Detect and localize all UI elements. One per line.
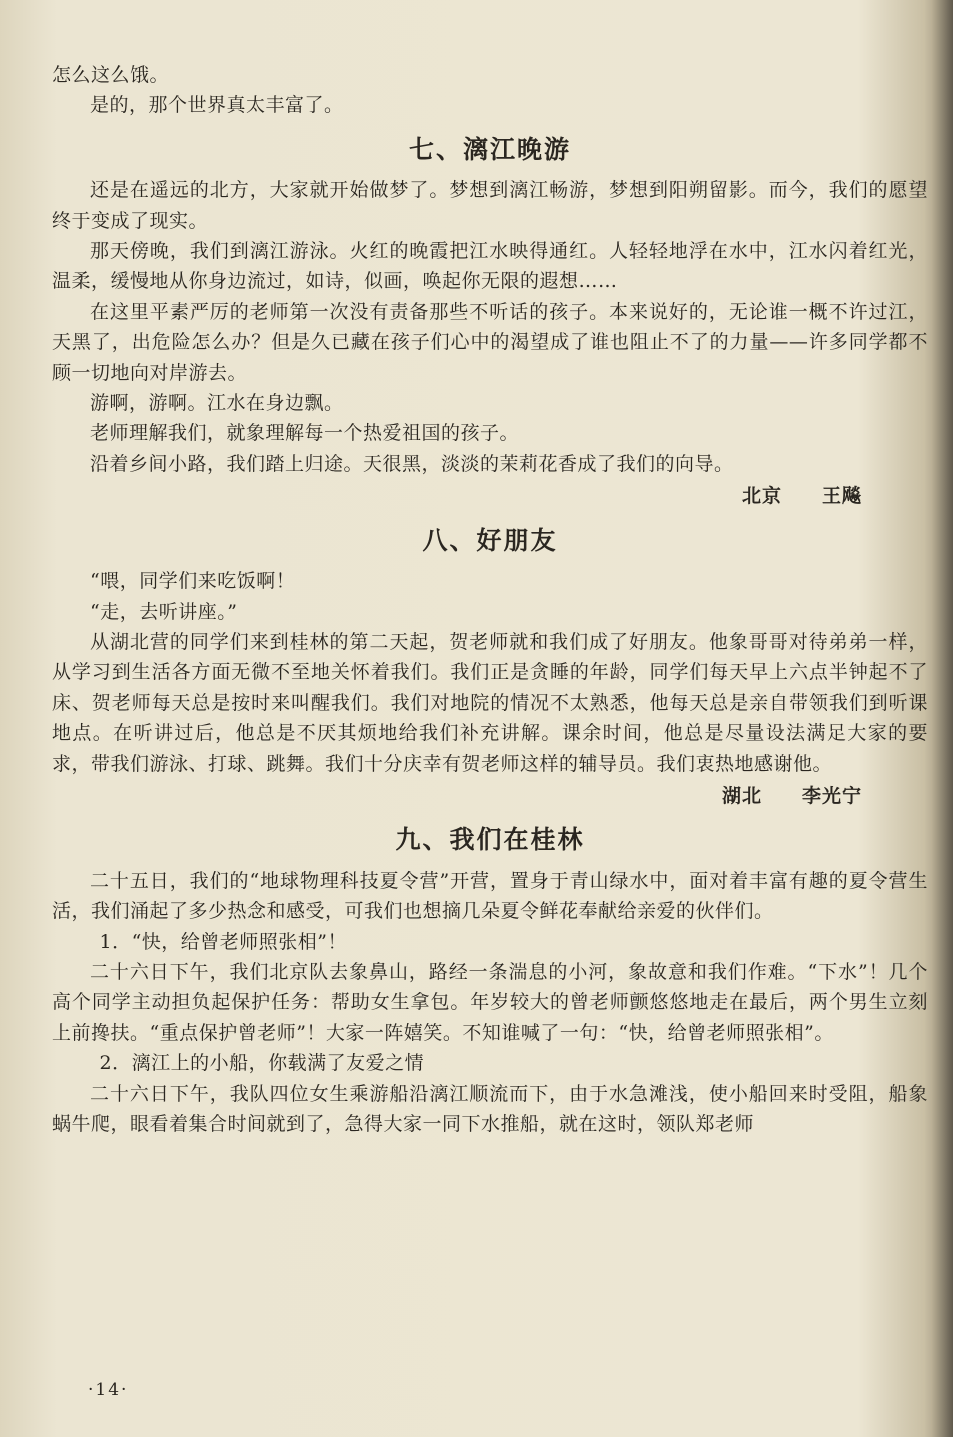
paragraph: 那天傍晚，我们到漓江游泳。火红的晚霞把江水映得通红。人轻轻地浮在水中，江水闪着红光，温柔，缓慢地从你身边流过，如诗，似画，唤起你无限的遐想…… xyxy=(52,240,928,293)
author-name: 王飚 xyxy=(821,485,862,508)
paragraph: 怎么这么饿。 xyxy=(52,64,170,86)
paragraph: 是的，那个世界真太丰富了。 xyxy=(90,94,344,117)
subsection-heading: 1．“快，给曾老师照张相”！ xyxy=(99,930,348,953)
paragraph: “走，去听讲座。” xyxy=(90,600,238,623)
author-place: 北京 xyxy=(741,485,782,508)
subsection-heading: 2．漓江上的小船，你载满了友爱之情 xyxy=(99,1052,425,1075)
paragraph: 老师理解我们，就象理解每一个热爱祖国的孩子。 xyxy=(90,422,520,445)
author-signature xyxy=(52,781,928,811)
paragraph: 二十六日下午，我队四位女生乘游船沿漓江顺流而下，由于水急滩浅，使小船回来时受阻，船象蜗牛爬，眼看着集合时间就到了，急得大家一同下水推船，就在这时，领队郑老师 xyxy=(52,1082,928,1135)
page-edge-shadow xyxy=(931,0,953,1437)
paragraph: 游啊，游啊。江水在身边飘。 xyxy=(90,392,344,415)
section-title: 七、漓江晚游 xyxy=(408,134,571,164)
section-title: 九、我们在桂林 xyxy=(395,825,585,855)
paragraph: 还是在遥远的北方，大家就开始做梦了。梦想到漓江畅游，梦想到阳朔留影。而今，我们的愿望终于变成了现实。 xyxy=(52,179,928,232)
author-signature xyxy=(52,481,928,511)
paragraph: 从湖北营的同学们来到桂林的第二天起，贺老师就和我们成了好朋友。他象哥哥对待弟弟一样，从学习到生活各方面无微不至地关怀着我们。我们正是贪睡的年龄，同学们每天早上六点半钟起不了床、贺老师每天总是按时来叫醒我们。我们对地院的情况不太熟悉，他每天总是亲自带领我们到听课地点。在听讲过后，他总是不厌其烦地给我们补充讲解。课余时间，他总是尽量设法满足大家的要求，带我们游泳、打球、跳舞。我们十分庆幸有贺老师这样的辅导员。我们衷热地感谢他。 xyxy=(52,630,928,775)
article-body xyxy=(52,60,928,1139)
author-place: 湖北 xyxy=(721,784,762,807)
paragraph: 二十六日下午，我们北京队去象鼻山，路经一条湍息的小河，象故意和我们作难。“下水”！几个高个同学主动担负起保护任务：帮助女生拿包。年岁较大的曾老师颤悠悠地走在最后，两个男生立刻上前搀扶。“重点保护曾老师”！大家一阵嬉笑。不知谁喊了一句：“快，给曾老师照张相”。 xyxy=(52,960,928,1044)
section-title: 八、好朋友 xyxy=(422,525,558,555)
author-name: 李光宁 xyxy=(801,784,862,807)
paragraph: 沿着乡间小路，我们踏上归途。天很黑，淡淡的茉莉花香成了我们的向导。 xyxy=(90,452,734,475)
paragraph: 二十五日，我们的“地球物理科技夏令营”开营，置身于青山绿水中，面对着丰富有趣的夏令营生活，我们涌起了多少热念和感受，可我们也想摘几朵夏令鲜花奉献给亲爱的伙伴们。 xyxy=(52,869,928,923)
paragraph: 在这里平素严厉的老师第一次没有责备那些不听话的孩子。本来说好的，无论谁一概不许过江，天黑了，出危险怎么办？但是久已藏在孩子们心中的渴望成了谁也阻止不了的力量——许多同学都不顾一切地向对岸游去。 xyxy=(52,300,928,384)
page-number: ·14· xyxy=(88,1380,129,1400)
paragraph: “喂，同学们来吃饭啊！ xyxy=(90,570,296,593)
